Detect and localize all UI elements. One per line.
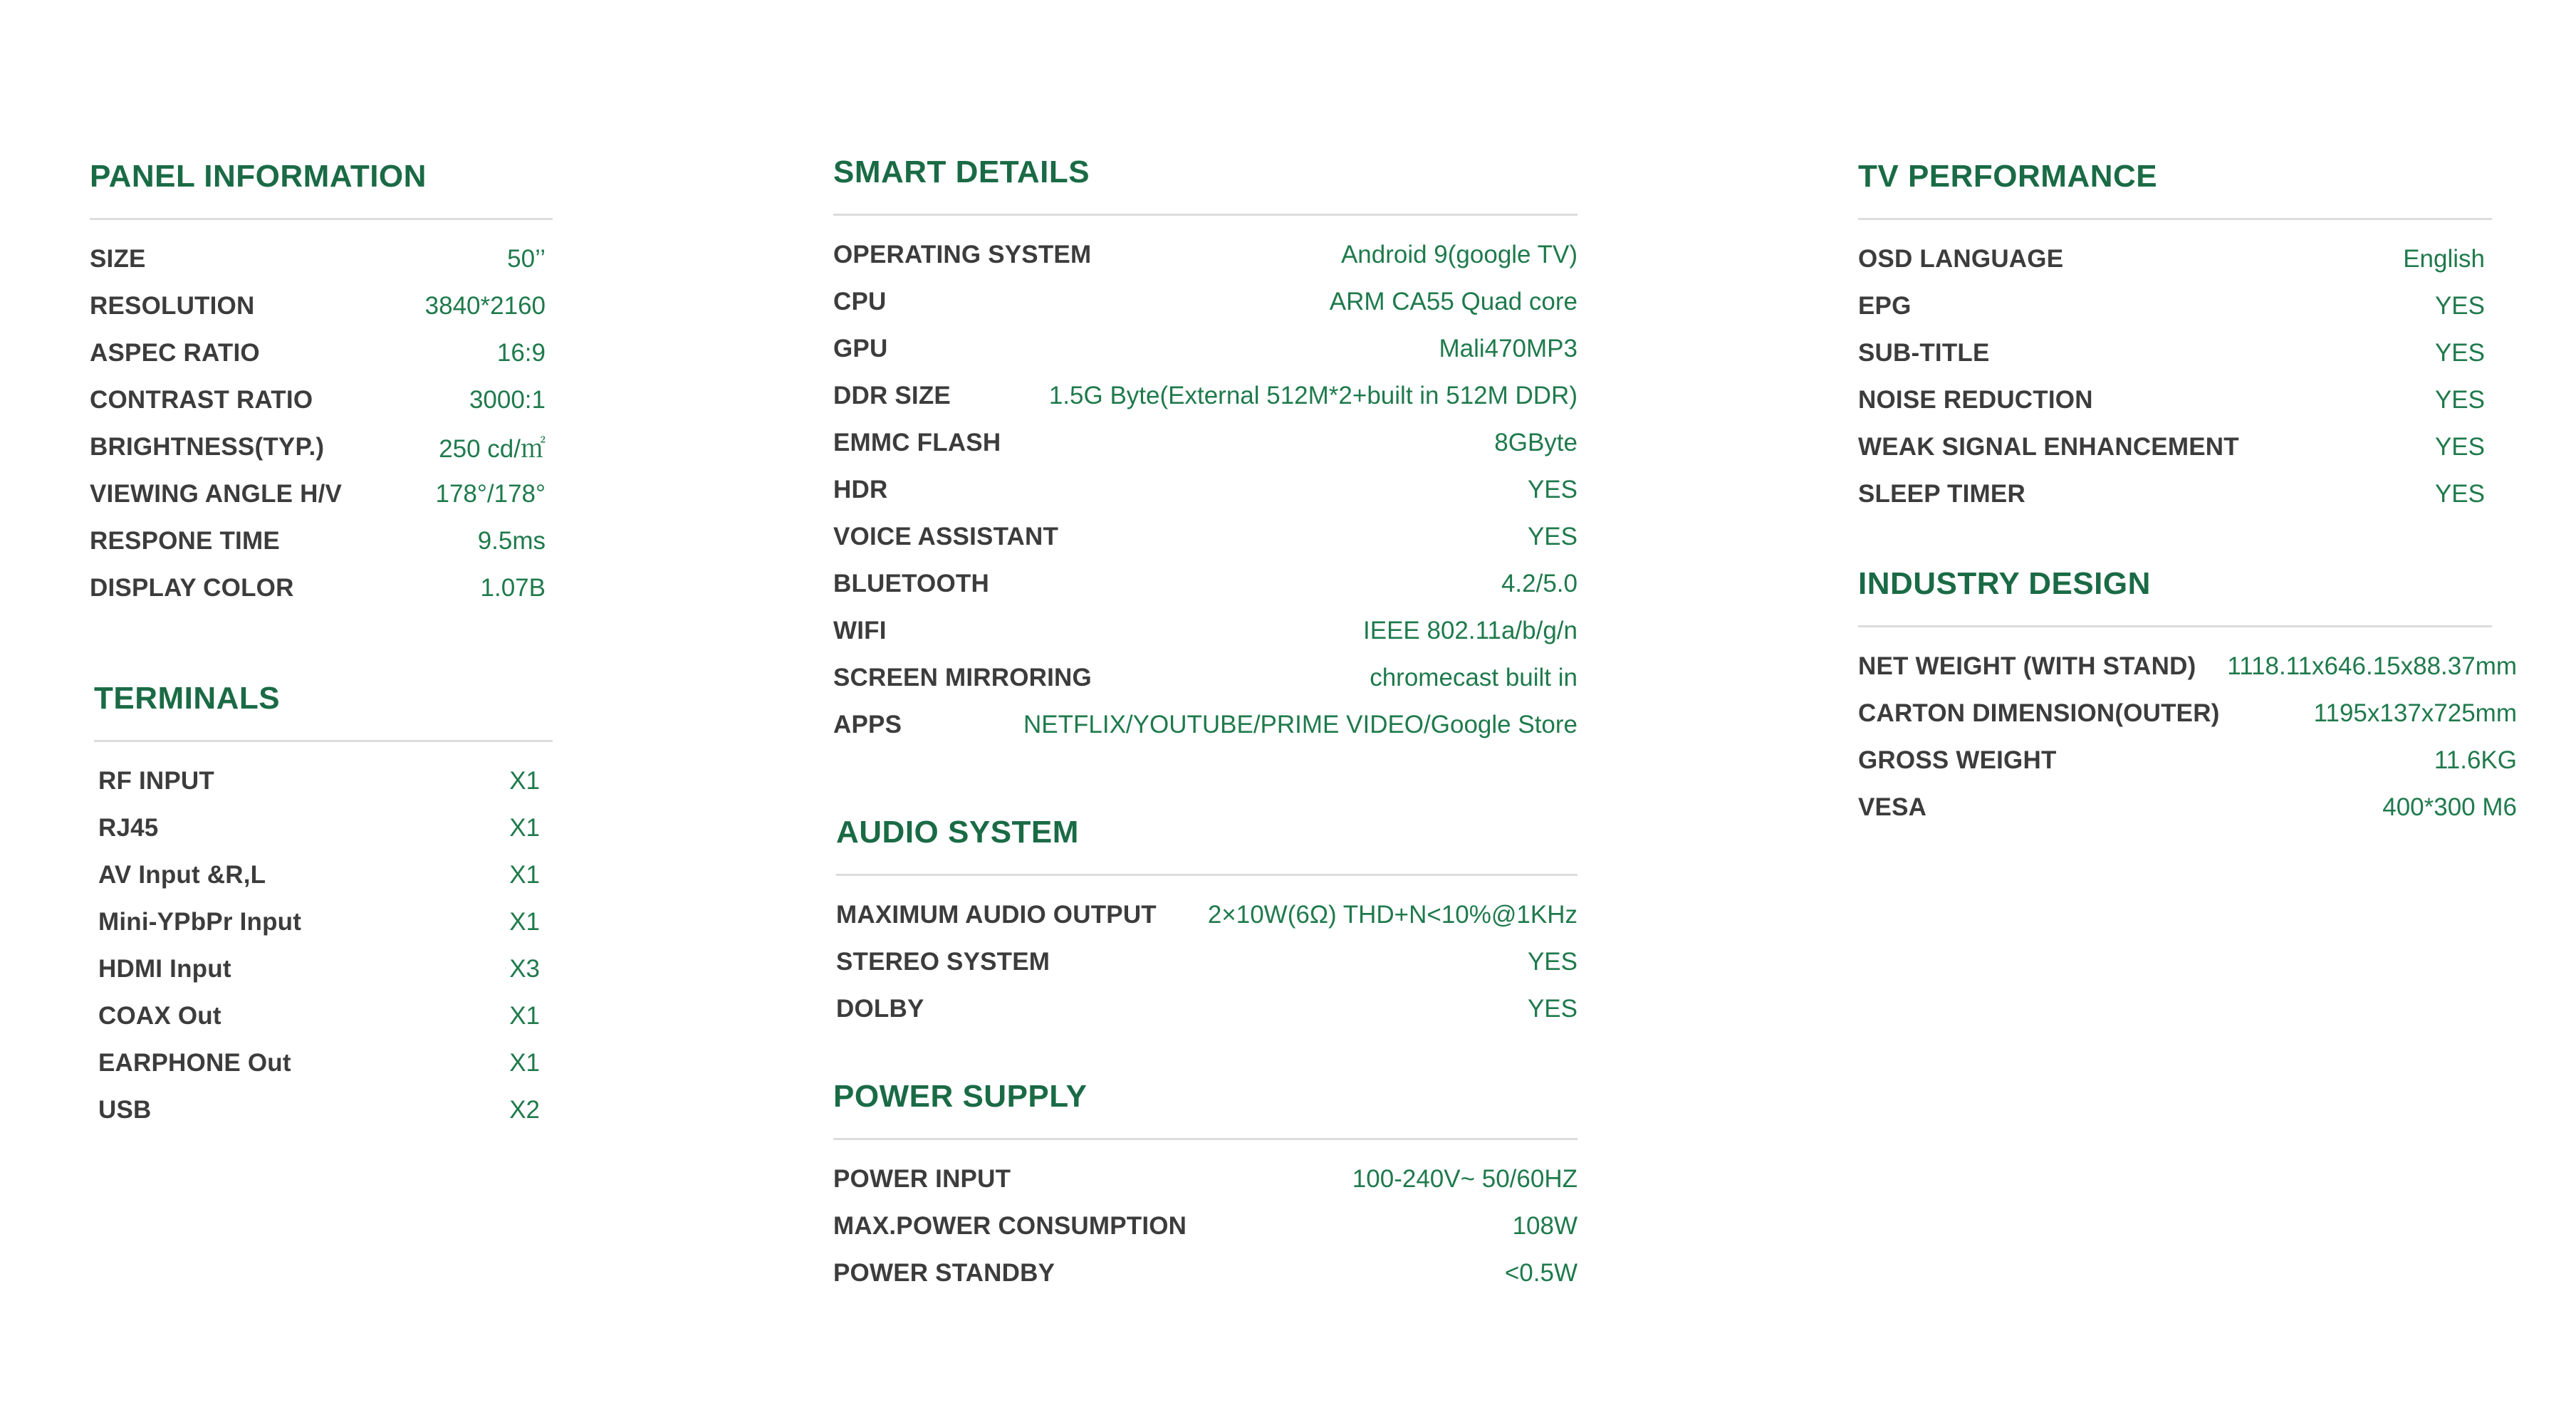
spec-value: 11.6KG (2434, 746, 2517, 774)
spec-value: X1 (509, 908, 540, 936)
spec-label: HDMI Input (98, 955, 231, 983)
spec-row (1858, 424, 2492, 471)
spec-value: YES (2434, 433, 2485, 461)
spec-value: 108W (1512, 1212, 1578, 1240)
section-title: TERMINALS (94, 677, 553, 742)
spec-row (90, 424, 553, 471)
spec-value: <0.5W (1504, 1259, 1578, 1287)
audio-system-section (836, 811, 1578, 1033)
spec-label: DDR SIZE (833, 382, 951, 409)
spec-label: COAX Out (98, 1002, 221, 1030)
spec-row (833, 560, 1578, 607)
spec-label: RF INPUT (98, 767, 214, 795)
spec-value: YES (2434, 339, 2485, 367)
spec-value: IEEE 802.11a/b/g/n (1363, 617, 1578, 644)
spec-label: MAX.POWER CONSUMPTION (833, 1212, 1187, 1240)
spec-label: GROSS WEIGHT (1858, 746, 2057, 774)
spec-row (94, 899, 553, 946)
spec-label: SIZE (90, 245, 146, 273)
spec-value: YES (1527, 995, 1578, 1023)
spec-value: X2 (509, 1096, 540, 1124)
spec-row (94, 1087, 553, 1134)
spec-row (833, 231, 1578, 278)
spec-label: EMMC FLASH (833, 429, 1001, 456)
spec-value: YES (2434, 292, 2485, 320)
panel-information-section (90, 155, 553, 612)
spec-value: X1 (509, 861, 540, 889)
spec-row (833, 1250, 1578, 1297)
spec-row (833, 654, 1578, 701)
spec-label: CARTON DIMENSION(OUTER) (1858, 699, 2220, 727)
spec-row (836, 892, 1578, 939)
spec-row (833, 325, 1578, 372)
spec-value: 2×10W(6Ω) THD+N<10%@1KHz (1207, 901, 1578, 929)
spec-row (94, 852, 553, 899)
spec-label: DISPLAY COLOR (90, 574, 294, 602)
spec-row (833, 278, 1578, 325)
spec-row (833, 372, 1578, 419)
spec-label: VIEWING ANGLE H/V (90, 480, 343, 508)
spec-label: CONTRAST RATIO (90, 386, 313, 414)
spec-label: VOICE ASSISTANT (833, 523, 1059, 550)
spec-row (833, 466, 1578, 513)
spec-value: YES (1527, 476, 1578, 503)
spec-label: RJ45 (98, 814, 159, 842)
spec-label: AV Input &R,L (98, 861, 266, 889)
spec-row (1858, 471, 2492, 518)
spec-value: 400*300 M6 (2382, 793, 2517, 821)
spec-row (1858, 784, 2517, 831)
spec-value: 1.07B (480, 574, 546, 602)
spec-row (1858, 236, 2492, 283)
spec-value: 250 cd/㎡ (439, 435, 546, 463)
spec-label: SLEEP TIMER (1858, 480, 2025, 508)
spec-label: EARPHONE Out (98, 1049, 291, 1077)
smart-details-section (833, 151, 1578, 748)
spec-label: RESOLUTION (90, 292, 255, 320)
spec-row (836, 986, 1578, 1033)
spec-label: RESPONE TIME (90, 527, 280, 555)
section-title: AUDIO SYSTEM (836, 811, 1578, 876)
spec-list (90, 220, 553, 612)
spec-row (94, 1040, 553, 1087)
spec-label: APPS (833, 711, 902, 738)
spec-row (94, 946, 553, 993)
spec-list (836, 876, 1578, 1033)
spec-row (90, 471, 553, 518)
spec-label: WEAK SIGNAL ENHANCEMENT (1858, 433, 2239, 461)
spec-row (1858, 330, 2492, 377)
power-supply-section (833, 1075, 1578, 1297)
spec-row (833, 1203, 1578, 1250)
spec-row (833, 607, 1578, 654)
spec-row (94, 805, 553, 852)
spec-row (833, 419, 1578, 466)
spec-label: VESA (1858, 793, 1927, 821)
spec-list (94, 742, 553, 1134)
spec-list (1858, 220, 2492, 518)
spec-value: 1118.11x646.15x88.37mm (2227, 652, 2517, 680)
spec-row (833, 513, 1578, 560)
spec-row (90, 283, 553, 330)
spec-label: BRIGHTNESS(TYP.) (90, 433, 325, 461)
spec-label: EPG (1858, 292, 1912, 320)
spec-row (1858, 737, 2517, 784)
spec-value: 1.5G Byte(External 512M*2+built in 512M DDR) (1048, 382, 1578, 409)
spec-value: X1 (509, 1049, 540, 1077)
spec-row (90, 236, 553, 283)
spec-value: 50’’ (507, 245, 546, 273)
spec-label: WIFI (833, 617, 887, 644)
spec-row (833, 1156, 1578, 1203)
spec-label: GPU (833, 335, 888, 362)
section-title: PANEL INFORMATION (90, 155, 553, 220)
spec-value: 100-240V~ 50/60HZ (1352, 1165, 1578, 1193)
spec-value: chromecast built in (1370, 664, 1578, 691)
spec-row (1858, 690, 2517, 737)
spec-label: NET WEIGHT (WITH STAND) (1858, 652, 2196, 680)
spec-value: X3 (509, 955, 540, 983)
spec-row (1858, 377, 2492, 424)
spec-row (94, 758, 553, 805)
spec-row (1858, 643, 2517, 690)
spec-label: DOLBY (836, 995, 924, 1023)
spec-label: MAXIMUM AUDIO OUTPUT (836, 901, 1157, 929)
spec-label: SCREEN MIRRORING (833, 664, 1092, 691)
spec-value: 3840*2160 (424, 292, 546, 320)
spec-label: NOISE REDUCTION (1858, 386, 2093, 414)
spec-list (1858, 627, 2517, 831)
tv-performance-section (1858, 155, 2492, 518)
spec-value: 8GByte (1494, 429, 1578, 456)
spec-value: 16:9 (496, 339, 546, 367)
spec-label: CPU (833, 288, 887, 315)
spec-value: YES (1527, 948, 1578, 976)
spec-label: OPERATING SYSTEM (833, 241, 1092, 268)
spec-list (833, 1140, 1578, 1297)
spec-value: X1 (509, 767, 540, 795)
spec-label: POWER STANDBY (833, 1259, 1055, 1287)
spec-value: 3000:1 (469, 386, 546, 414)
section-title: INDUSTRY DESIGN (1858, 563, 2492, 627)
spec-row (836, 939, 1578, 986)
spec-label: USB (98, 1096, 152, 1124)
spec-value: YES (2434, 480, 2485, 508)
spec-label: SUB-TITLE (1858, 339, 1990, 367)
spec-value: 178°/178° (435, 480, 546, 508)
spec-label: OSD LANGUAGE (1858, 245, 2064, 273)
spec-label: BLUETOOTH (833, 570, 989, 597)
spec-value: 9.5ms (477, 527, 546, 555)
industry-design-section (1858, 563, 2517, 831)
spec-row (90, 518, 553, 565)
spec-value: NETFLIX/YOUTUBE/PRIME VIDEO/Google Store (1023, 711, 1578, 738)
spec-row (833, 701, 1578, 748)
spec-row (90, 377, 553, 424)
spec-value: Mali470MP3 (1439, 335, 1578, 362)
terminals-section (94, 677, 553, 1134)
spec-label: STEREO SYSTEM (836, 948, 1050, 976)
section-title: SMART DETAILS (833, 151, 1578, 216)
spec-value: ARM CA55 Quad core (1329, 288, 1578, 315)
spec-value: YES (2434, 386, 2485, 414)
spec-value: 4.2/5.0 (1501, 570, 1578, 597)
spec-row (90, 330, 553, 377)
section-title: POWER SUPPLY (833, 1075, 1578, 1140)
spec-row (94, 993, 553, 1040)
spec-value: X1 (509, 814, 540, 842)
spec-value: X1 (509, 1002, 540, 1030)
spec-label: POWER INPUT (833, 1165, 1011, 1193)
section-title: TV PERFORMANCE (1858, 155, 2492, 220)
spec-label: ASPEC RATIO (90, 339, 260, 367)
spec-row (1858, 283, 2492, 330)
spec-value: 1195x137x725mm (2313, 699, 2517, 727)
spec-label: HDR (833, 476, 888, 503)
spec-value: YES (1527, 523, 1578, 550)
spec-value: Android 9(google TV) (1340, 241, 1578, 268)
spec-value: English (2403, 245, 2485, 273)
spec-label: Mini-YPbPr Input (98, 908, 302, 936)
spec-row (90, 565, 553, 612)
spec-list (833, 216, 1578, 748)
